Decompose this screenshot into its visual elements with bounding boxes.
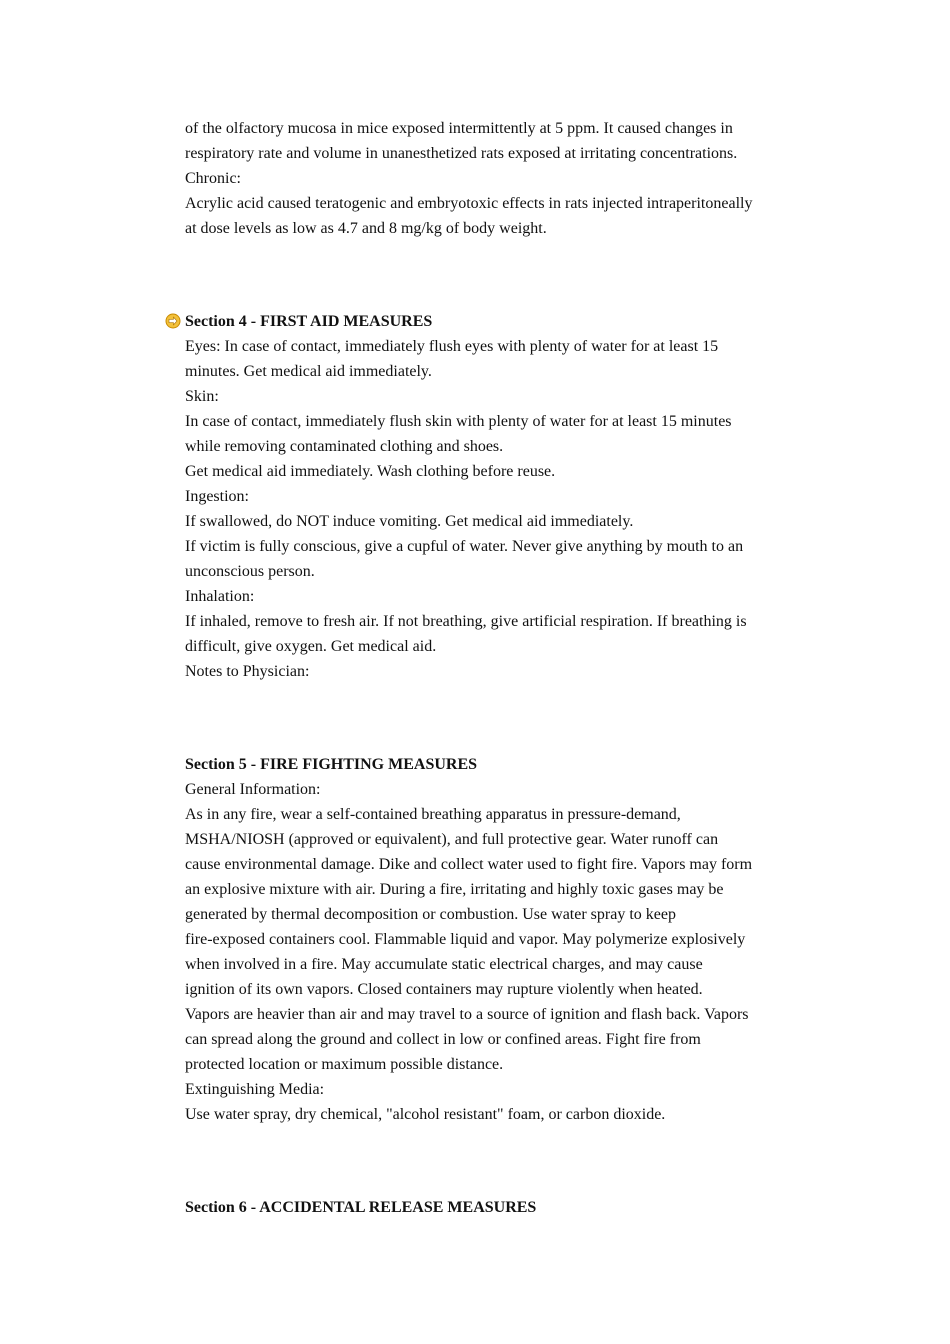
section-5-line: ignition of its own vapors. Closed containers may rupture violently when heated.	[185, 981, 703, 998]
section-5-line: Use water spray, dry chemical, "alcohol resistant" foam, or carbon dioxide.	[185, 1106, 666, 1123]
section-4-line: Eyes: In case of contact, immediately flush eyes with plenty of water for at least 15	[185, 338, 719, 355]
section-5-line: an explosive mixture with air. During a fire, irritating and highly toxic gases may be	[185, 881, 724, 898]
section-5-line: As in any fire, wear a self-contained breathing apparatus in pressure-demand,	[185, 806, 681, 823]
section-4-line: while removing contaminated clothing and shoes.	[185, 438, 504, 455]
section-4-subheading-skin: Skin:	[185, 388, 219, 405]
section-4-line: unconscious person.	[185, 563, 315, 580]
section-4-title: Section 4 - FIRST AID MEASURES	[185, 313, 433, 330]
section-5-line: cause environmental damage. Dike and collect water used to fight fire. Vapors may form	[185, 856, 753, 873]
intro-block	[185, 116, 790, 241]
section-4-line: If swallowed, do NOT induce vomiting. Get medical aid immediately.	[185, 513, 634, 530]
section-4-first-aid	[185, 309, 790, 684]
section-4-line: minutes. Get medical aid immediately.	[185, 363, 432, 380]
section-5-line: MSHA/NIOSH (approved or equivalent), and full protective gear. Water runoff can	[185, 831, 719, 848]
section-5-fire-fighting	[185, 752, 790, 1127]
section-4-subheading-ingestion: Ingestion:	[185, 488, 249, 505]
section-4-line: In case of contact, immediately flush skin with plenty of water for at least 15 minutes	[185, 413, 732, 430]
section-5-line: can spread along the ground and collect in low or confined areas. Fight fire from	[185, 1031, 701, 1048]
intro-line: at dose levels as low as 4.7 and 8 mg/kg of body weight.	[185, 220, 547, 237]
section-4-line: If inhaled, remove to fresh air. If not breathing, give artificial respiration. If breathing is	[185, 613, 747, 630]
section-4-line: If victim is fully conscious, give a cupful of water. Never give anything by mouth to an	[185, 538, 744, 555]
section-5-line: generated by thermal decomposition or combustion. Use water spray to keep	[185, 906, 676, 923]
section-5-line: when involved in a fire. May accumulate static electrical charges, and may cause	[185, 956, 703, 973]
section-5-subheading-extinguishing: Extinguishing Media:	[185, 1081, 325, 1098]
section-5-line: Vapors are heavier than air and may travel to a source of ignition and flash back. Vapors	[185, 1006, 749, 1023]
section-6-title: Section 6 - ACCIDENTAL RELEASE MEASURES	[185, 1199, 537, 1216]
intro-subheading-chronic: Chronic:	[185, 170, 241, 187]
section-5-line: fire-exposed containers cool. Flammable liquid and vapor. May polymerize explosively	[185, 931, 746, 948]
intro-line: Acrylic acid caused teratogenic and embryotoxic effects in rats injected intraperitoneally	[185, 195, 753, 212]
section-4-line: difficult, give oxygen. Get medical aid.	[185, 638, 437, 655]
section-5-line: protected location or maximum possible distance.	[185, 1056, 504, 1073]
section-5-title: Section 5 - FIRE FIGHTING MEASURES	[185, 756, 478, 773]
arrow-circle-icon	[165, 313, 181, 329]
section-6-accidental-release	[185, 1195, 790, 1220]
intro-line: of the olfactory mucosa in mice exposed intermittently at 5 ppm. It caused changes in	[185, 120, 733, 137]
section-4-line: Get medical aid immediately. Wash clothing before reuse.	[185, 463, 556, 480]
intro-line: respiratory rate and volume in unanesthetized rats exposed at irritating concentrations.	[185, 145, 738, 162]
section-4-heading	[185, 309, 790, 334]
section-4-subheading-inhalation: Inhalation:	[185, 588, 255, 605]
section-4-subheading-notes: Notes to Physician:	[185, 663, 310, 680]
document-page	[185, 116, 790, 1220]
section-5-subheading-general: General Information:	[185, 781, 321, 798]
